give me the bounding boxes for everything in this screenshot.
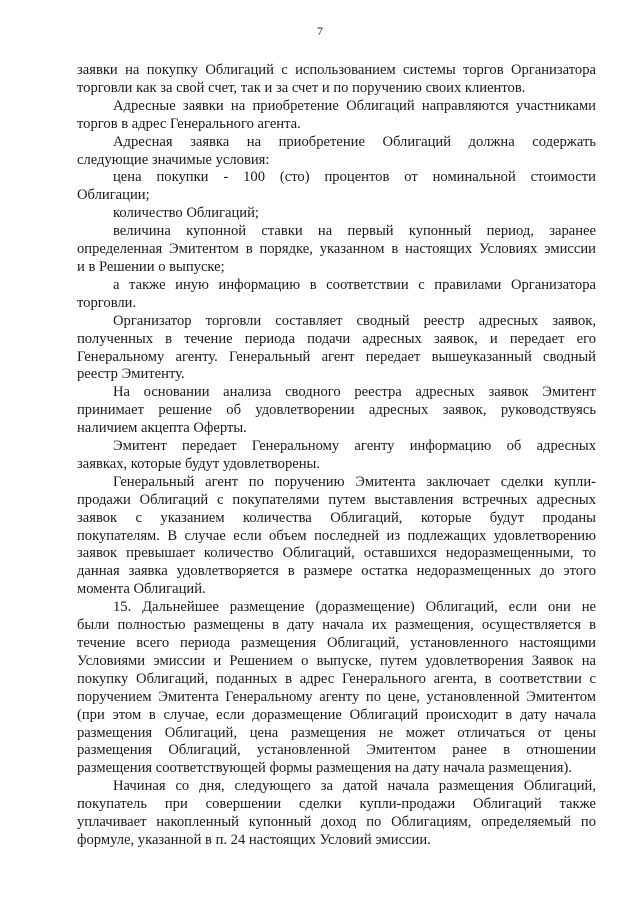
page-number: 7 <box>317 24 323 38</box>
text-line: и в Решении о выпуске; <box>77 258 225 275</box>
text-line: покупку Облигаций, поданных в адрес Генерального агента, в соответствии с <box>77 670 596 687</box>
text-line: Адресная заявка на приобретение Облигаций должна содержать <box>113 133 596 150</box>
text-line: полученных в течение периода подачи адресных заявок, и передает его <box>77 330 596 347</box>
text-line: На основании анализа сводного реестра адресных заявок Эмитент <box>113 384 596 401</box>
text-line: а также иную информацию в соответствии с правилами Организатора <box>113 276 596 293</box>
text-line: данная заявка удовлетворяется в размере остатка недоразмещенных до этого <box>77 563 596 580</box>
text-line: цена покупки - 100 (сто) процентов от номинальной стоимости <box>113 169 596 186</box>
text-line: Генеральный агент по поручению Эмитента заключает сделки купли- <box>113 473 596 490</box>
text-line: покупатель при совершении сделки купли-продажи Облигаций также <box>77 796 596 813</box>
text-line: количество Облигаций; <box>113 205 259 222</box>
paragraph <box>77 474 596 599</box>
text-line: величина купонной ставки на первый купонный период, заранее <box>113 223 596 240</box>
text-line: Начиная со дня, следующего за датой начала размещения Облигаций, <box>113 778 596 795</box>
text-line: определенная Эмитентом в порядке, указанном в настоящих Условиях эмиссии <box>77 241 596 258</box>
text-line: Адресные заявки на приобретение Облигаций направляются участниками <box>113 97 596 114</box>
paragraph <box>77 169 596 205</box>
paragraph <box>77 223 596 277</box>
text-line: Организатор торговли составляет сводный реестр адресных заявок, <box>113 312 596 329</box>
text-line: заявках, которые будут удовлетворены. <box>77 455 321 472</box>
paragraph <box>77 62 596 98</box>
text-line: продажи Облигаций с покупателями путем выставления встречных адресных <box>77 491 596 508</box>
text-line: уплачивает накопленный купонный доход по Облигациям, определяемый по <box>77 814 596 831</box>
text-line: поручением Эмитента Генеральному агенту по цене, установленной Эмитентом <box>77 688 596 705</box>
text-line: принимает решение об удовлетворении адресных заявок, руководствуясь <box>77 402 596 419</box>
text-line: заявок превышает количество Облигаций, оставшихся недоразмещенными, то <box>77 545 596 562</box>
paragraph <box>77 778 596 850</box>
text-line: Генеральному агенту. Генеральный агент передает вышеуказанный сводный <box>77 348 596 365</box>
text-line: реестр Эмитенту. <box>77 366 185 383</box>
paragraph <box>77 438 596 474</box>
text-line: момента Облигаций. <box>77 581 206 598</box>
text-line: размещения соответствующей формы размещения на дату начала размещения). <box>77 760 572 777</box>
document-body <box>77 62 596 850</box>
text-line: Условиями эмиссии и Решением о выпуске, путем удовлетворения Заявок на <box>77 652 596 669</box>
paragraph <box>77 599 596 778</box>
text-line: 15. Дальнейшее размещение (доразмещение) Облигаций, если они не <box>113 599 596 616</box>
paragraph <box>77 98 596 134</box>
paragraph <box>77 134 596 170</box>
text-line: торговли. <box>77 294 137 311</box>
text-line: течение всего периода размещения Облигаций, установленного настоящими <box>77 635 596 651</box>
text-line: заявок с указанием количества Облигаций, которые будут проданы <box>77 509 596 526</box>
text-line: торгов в адрес Генерального агента. <box>77 115 301 132</box>
text-line: покупателям. В случае если объем последней из подлежащих удовлетворению <box>77 527 596 544</box>
text-line: размещения Облигаций, установленной Эмитентом ранее в отношении <box>77 742 596 759</box>
text-line: Эмитент передает Генеральному агенту информацию об адресных <box>113 438 596 455</box>
paragraph <box>77 384 596 438</box>
text-line: были полностью размещены в дату начала их размещения, осуществляется в <box>77 617 596 634</box>
paragraph <box>77 205 596 223</box>
paragraph <box>77 313 596 385</box>
text-line: заявки на покупку Облигаций с использованием системы торгов Организатора <box>77 62 596 78</box>
text-line: размещения Облигаций, цена размещения не может отличаться от цены <box>77 724 596 741</box>
text-line: формуле, указанной в п. 24 настоящих Условий эмиссии. <box>77 831 431 848</box>
text-line: торговли как за свой счет, так и за счет и по поручению своих клиентов. <box>77 79 526 96</box>
text-line: (при этом в случае, если доразмещение Облигаций происходит в дату начала <box>77 706 596 723</box>
text-line: Облигации; <box>77 187 150 204</box>
paragraph <box>77 277 596 313</box>
text-line: наличием акцепта Оферты. <box>77 420 247 437</box>
text-line: следующие значимые условия: <box>77 151 270 168</box>
